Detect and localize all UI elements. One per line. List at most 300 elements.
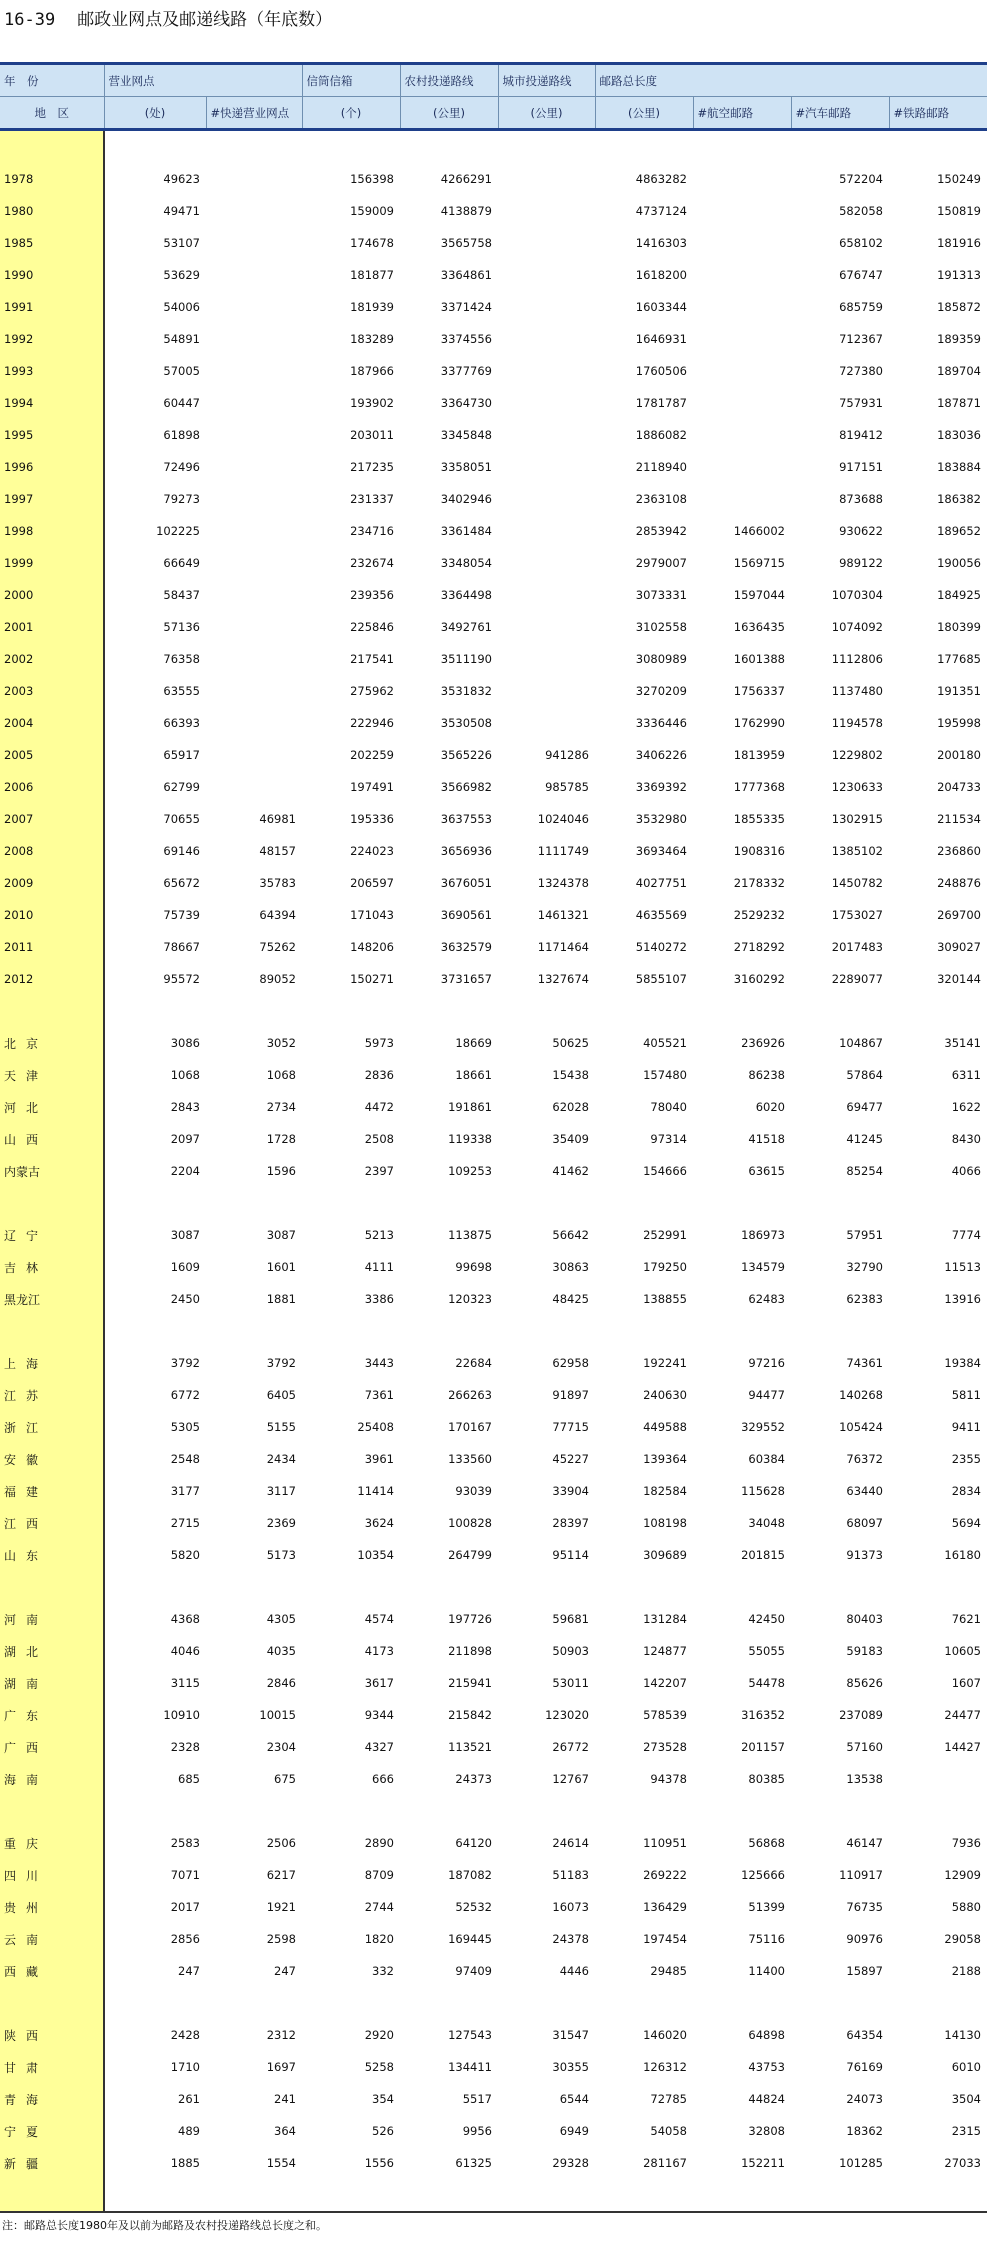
data-cell: 241 <box>274 2092 296 2106</box>
year-row <box>0 291 987 323</box>
data-cell: 57136 <box>163 620 200 634</box>
data-cell: 5517 <box>462 2092 492 2106</box>
data-cell: 142207 <box>643 1676 687 1690</box>
region-label: 四川 <box>0 1859 104 1891</box>
data-cell <box>206 739 302 771</box>
data-cell: 3348054 <box>440 556 492 570</box>
data-cell: 75116 <box>748 1932 785 1946</box>
spacer-cell <box>206 1187 302 1219</box>
data-cell: 1111749 <box>537 844 589 858</box>
data-cell: 54891 <box>163 332 200 346</box>
data-cell: 685759 <box>839 300 883 314</box>
year-label: 2002 <box>0 643 104 675</box>
data-cell: 1466002 <box>733 524 785 538</box>
header-cell: (公里) <box>595 97 693 130</box>
data-cell: 89052 <box>259 972 296 986</box>
data-cell: 4027751 <box>635 876 687 890</box>
spacer-cell <box>791 1187 889 1219</box>
data-cell: 35783 <box>259 876 296 890</box>
year-label: 2004 <box>0 707 104 739</box>
data-cell: 72496 <box>163 460 200 474</box>
data-cell: 76169 <box>846 2060 883 2074</box>
data-cell: 3371424 <box>440 300 492 314</box>
data-cell: 19384 <box>944 1356 981 1370</box>
data-cell: 332 <box>372 1964 394 1978</box>
spacer-cell <box>104 1315 206 1347</box>
data-cell: 2846 <box>266 1676 296 1690</box>
data-cell: 201157 <box>741 1740 785 1754</box>
data-cell: 24378 <box>552 1932 589 1946</box>
data-cell: 222946 <box>350 716 394 730</box>
data-cell: 5305 <box>170 1420 200 1434</box>
data-cell: 134579 <box>741 1260 785 1274</box>
data-cell: 5173 <box>266 1548 296 1562</box>
year-row <box>0 163 987 195</box>
data-cell: 3115 <box>170 1676 200 1690</box>
data-cell: 49471 <box>163 204 200 218</box>
data-cell: 217541 <box>350 652 394 666</box>
region-row <box>0 1923 987 1955</box>
data-cell: 14427 <box>944 1740 981 1754</box>
region-row <box>0 1027 987 1059</box>
data-cell <box>206 611 302 643</box>
region-label: 重庆 <box>0 1827 104 1859</box>
data-cell: 4737124 <box>635 204 687 218</box>
table-title: 邮政业网点及邮递线路（年底数） <box>77 10 333 30</box>
data-cell: 727380 <box>839 364 883 378</box>
region-row <box>0 2115 987 2147</box>
spacer-cell <box>302 1987 400 2019</box>
data-cell: 30355 <box>552 2060 589 2074</box>
data-cell: 3364730 <box>440 396 492 410</box>
data-cell: 1886082 <box>635 428 687 442</box>
data-cell: 2734 <box>266 1100 296 1114</box>
region-row <box>0 1859 987 1891</box>
spacer-cell <box>400 2179 498 2212</box>
year-row <box>0 259 987 291</box>
spacer-cell <box>791 1795 889 1827</box>
data-cell: 3386 <box>364 1292 394 1306</box>
data-cell: 70655 <box>163 812 200 826</box>
data-cell: 3402946 <box>440 492 492 506</box>
year-label: 1998 <box>0 515 104 547</box>
year-row <box>0 323 987 355</box>
year-label: 2006 <box>0 771 104 803</box>
data-cell <box>693 451 791 483</box>
year-row <box>0 515 987 547</box>
data-cell: 148206 <box>350 940 394 954</box>
year-label: 1995 <box>0 419 104 451</box>
data-cell: 2856 <box>170 1932 200 1946</box>
data-cell <box>693 483 791 515</box>
data-cell: 1230633 <box>831 780 883 794</box>
data-cell: 170167 <box>448 1420 492 1434</box>
region-row <box>0 1699 987 1731</box>
region-label: 上海 <box>0 1347 104 1379</box>
data-cell: 989122 <box>839 556 883 570</box>
data-cell: 3052 <box>266 1036 296 1050</box>
data-cell: 3443 <box>364 1356 394 1370</box>
data-cell <box>693 195 791 227</box>
data-cell: 72785 <box>650 2092 687 2106</box>
data-cell: 269222 <box>643 1868 687 1882</box>
spacer-cell <box>400 1315 498 1347</box>
spacer-cell <box>498 2179 595 2212</box>
data-cell: 34048 <box>748 1516 785 1530</box>
region-label: 浙江 <box>0 1411 104 1443</box>
data-cell: 6020 <box>755 1100 785 1114</box>
region-row <box>0 1475 987 1507</box>
data-cell: 62958 <box>552 1356 589 1370</box>
data-cell: 53629 <box>163 268 200 282</box>
data-cell: 2204 <box>170 1164 200 1178</box>
data-cell: 4635569 <box>635 908 687 922</box>
data-cell: 150819 <box>937 204 981 218</box>
region-row <box>0 1603 987 1635</box>
data-cell: 3086 <box>170 1036 200 1050</box>
data-cell <box>498 195 595 227</box>
data-cell: 2718292 <box>733 940 785 954</box>
year-row <box>0 643 987 675</box>
data-cell: 113521 <box>448 1740 492 1754</box>
data-cell: 239356 <box>350 588 394 602</box>
header-cell <box>693 64 791 97</box>
data-cell: 2548 <box>170 1452 200 1466</box>
data-cell: 197726 <box>448 1612 492 1626</box>
data-cell: 195336 <box>350 812 394 826</box>
data-cell: 1171464 <box>537 940 589 954</box>
spacer-cell <box>0 995 104 1027</box>
data-cell: 16180 <box>944 1548 981 1562</box>
data-cell: 10605 <box>944 1644 981 1658</box>
data-cell: 25408 <box>357 1420 394 1434</box>
data-cell: 3364498 <box>440 588 492 602</box>
data-cell <box>498 227 595 259</box>
data-cell: 3377769 <box>440 364 492 378</box>
region-row <box>0 1347 987 1379</box>
data-cell: 127543 <box>448 2028 492 2042</box>
data-cell: 5820 <box>170 1548 200 1562</box>
header-cell <box>791 64 889 97</box>
data-cell: 54006 <box>163 300 200 314</box>
data-cell: 1646931 <box>635 332 687 346</box>
data-cell: 119338 <box>448 1132 492 1146</box>
data-cell: 56642 <box>552 1228 589 1242</box>
spacer-row <box>0 1187 987 1219</box>
spacer-cell <box>693 1987 791 2019</box>
spacer-cell <box>693 995 791 1027</box>
data-cell: 3792 <box>266 1356 296 1370</box>
data-cell: 4368 <box>170 1612 200 1626</box>
data-cell <box>889 1763 987 1795</box>
data-cell: 6544 <box>559 2092 589 2106</box>
data-cell: 8709 <box>364 1868 394 1882</box>
data-cell: 236926 <box>741 1036 785 1050</box>
data-cell: 189652 <box>937 524 981 538</box>
year-row <box>0 899 987 931</box>
data-cell <box>498 163 595 195</box>
spacer-cell <box>0 1187 104 1219</box>
data-cell: 61325 <box>455 2156 492 2170</box>
data-cell: 95114 <box>552 1548 589 1562</box>
year-label: 1978 <box>0 163 104 195</box>
data-cell: 75739 <box>163 908 200 922</box>
data-cell: 3693464 <box>635 844 687 858</box>
data-cell <box>206 259 302 291</box>
data-cell: 572204 <box>839 172 883 186</box>
data-cell: 13538 <box>846 1772 883 1786</box>
data-cell <box>206 675 302 707</box>
data-cell: 211898 <box>448 1644 492 1658</box>
data-cell: 154666 <box>643 1164 687 1178</box>
data-cell: 1753027 <box>831 908 883 922</box>
spacer-cell <box>302 1571 400 1603</box>
spacer-cell <box>791 1571 889 1603</box>
data-cell: 125666 <box>741 1868 785 1882</box>
region-label: 广东 <box>0 1699 104 1731</box>
data-cell: 61898 <box>163 428 200 442</box>
data-cell: 110951 <box>643 1836 687 1850</box>
data-cell: 44824 <box>748 2092 785 2106</box>
data-cell: 100828 <box>448 1516 492 1530</box>
data-cell: 1618200 <box>635 268 687 282</box>
region-row <box>0 1731 987 1763</box>
data-cell <box>693 259 791 291</box>
spacer-cell <box>595 1987 693 2019</box>
data-cell: 77715 <box>552 1420 589 1434</box>
data-cell: 217235 <box>350 460 394 474</box>
data-cell: 183036 <box>937 428 981 442</box>
data-cell <box>498 483 595 515</box>
spacer-cell <box>791 995 889 1027</box>
spacer-cell <box>400 1571 498 1603</box>
data-cell: 4035 <box>266 1644 296 1658</box>
region-label: 新疆 <box>0 2147 104 2179</box>
data-cell: 5694 <box>951 1516 981 1530</box>
data-cell: 197491 <box>350 780 394 794</box>
region-row <box>0 1955 987 1987</box>
spacer-cell <box>104 1187 206 1219</box>
data-cell: 2583 <box>170 1836 200 1850</box>
spacer-cell <box>206 1315 302 1347</box>
data-cell: 5155 <box>266 1420 296 1434</box>
spacer-cell <box>889 130 987 164</box>
data-cell: 917151 <box>839 460 883 474</box>
data-cell: 140268 <box>839 1388 883 1402</box>
data-cell: 110917 <box>839 1868 883 1882</box>
spacer-cell <box>889 1187 987 1219</box>
spacer-cell <box>889 1571 987 1603</box>
data-cell: 364 <box>274 2124 296 2138</box>
data-cell: 190056 <box>937 556 981 570</box>
data-cell: 8430 <box>951 1132 981 1146</box>
data-cell <box>206 707 302 739</box>
data-cell: 264799 <box>448 1548 492 1562</box>
data-cell: 138855 <box>643 1292 687 1306</box>
data-cell: 91373 <box>846 1548 883 1562</box>
data-cell: 102225 <box>156 524 200 538</box>
data-cell <box>693 419 791 451</box>
data-cell: 64354 <box>846 2028 883 2042</box>
data-cell: 22684 <box>455 1356 492 1370</box>
data-cell: 1813959 <box>733 748 785 762</box>
data-cell: 95572 <box>163 972 200 986</box>
data-cell <box>498 323 595 355</box>
data-cell: 309027 <box>937 940 981 954</box>
footnote: 注：邮路总长度1980年及以前为邮路及农村投递路线总长度之和。 <box>2 2219 327 2232</box>
data-cell: 1416303 <box>635 236 687 250</box>
data-cell: 74361 <box>846 1356 883 1370</box>
data-cell: 329552 <box>741 1420 785 1434</box>
data-cell: 29058 <box>944 1932 981 1946</box>
header-cell: #快递营业网点 <box>206 97 302 130</box>
data-cell: 136429 <box>643 1900 687 1914</box>
year-label: 1992 <box>0 323 104 355</box>
year-label: 2001 <box>0 611 104 643</box>
data-cell: 46981 <box>259 812 296 826</box>
data-cell: 42450 <box>748 1612 785 1626</box>
data-cell: 3160292 <box>733 972 785 986</box>
header-cell: (公里) <box>498 97 595 130</box>
data-cell: 35409 <box>552 1132 589 1146</box>
region-row <box>0 1411 987 1443</box>
data-cell: 3087 <box>170 1228 200 1242</box>
year-label: 2011 <box>0 931 104 963</box>
data-cell: 184925 <box>937 588 981 602</box>
data-cell: 3565226 <box>440 748 492 762</box>
table-header <box>0 64 987 130</box>
data-cell: 104867 <box>839 1036 883 1050</box>
data-cell <box>693 323 791 355</box>
year-row <box>0 451 987 483</box>
data-cell: 269700 <box>937 908 981 922</box>
data-cell: 941286 <box>545 748 589 762</box>
data-cell: 187966 <box>350 364 394 378</box>
header-cell: 农村投递路线 <box>400 64 498 97</box>
data-cell: 1609 <box>170 1260 200 1274</box>
data-cell: 197454 <box>643 1932 687 1946</box>
data-cell: 187871 <box>937 396 981 410</box>
data-cell: 2843 <box>170 1100 200 1114</box>
spacer-cell <box>0 1795 104 1827</box>
spacer-cell <box>0 130 104 164</box>
region-label: 陕西 <box>0 2019 104 2051</box>
data-cell: 582058 <box>839 204 883 218</box>
header-cell: #铁路邮路 <box>889 97 987 130</box>
data-cell: 202259 <box>350 748 394 762</box>
data-cell: 3690561 <box>440 908 492 922</box>
data-cell: 57951 <box>846 1228 883 1242</box>
year-row <box>0 675 987 707</box>
data-cell: 7774 <box>951 1228 981 1242</box>
data-cell: 159009 <box>350 204 394 218</box>
year-row <box>0 611 987 643</box>
data-cell: 2920 <box>364 2028 394 2042</box>
data-cell: 3364861 <box>440 268 492 282</box>
region-label: 海南 <box>0 1763 104 1795</box>
table-number: 16-39 <box>4 10 56 30</box>
region-label: 江苏 <box>0 1379 104 1411</box>
data-cell: 183289 <box>350 332 394 346</box>
year-row <box>0 195 987 227</box>
data-cell: 232674 <box>350 556 394 570</box>
data-cell: 3624 <box>364 1516 394 1530</box>
data-cell: 1728 <box>266 1132 296 1146</box>
data-cell: 27033 <box>944 2156 981 2170</box>
data-cell: 133560 <box>448 1452 492 1466</box>
spacer-cell <box>595 995 693 1027</box>
data-cell: 18362 <box>846 2124 883 2138</box>
data-cell: 3117 <box>266 1484 296 1498</box>
data-cell: 3087 <box>266 1228 296 1242</box>
data-cell: 449588 <box>643 1420 687 1434</box>
spacer-cell <box>791 1315 889 1347</box>
data-cell: 31547 <box>552 2028 589 2042</box>
data-cell: 2178332 <box>733 876 785 890</box>
data-cell: 3676051 <box>440 876 492 890</box>
spacer-cell <box>104 1987 206 2019</box>
data-cell: 7621 <box>951 1612 981 1626</box>
spacer-cell <box>206 1571 302 1603</box>
data-cell: 1450782 <box>831 876 883 890</box>
data-cell: 2369 <box>266 1516 296 1530</box>
data-cell: 10015 <box>259 1708 296 1722</box>
data-cell: 3617 <box>364 1676 394 1690</box>
data-cell <box>498 547 595 579</box>
spacer-cell <box>400 1795 498 1827</box>
data-cell: 3530508 <box>440 716 492 730</box>
data-cell: 1327674 <box>537 972 589 986</box>
data-cell: 3731657 <box>440 972 492 986</box>
data-cell: 320144 <box>937 972 981 986</box>
data-cell: 1885 <box>170 2156 200 2170</box>
spacer-cell <box>302 995 400 1027</box>
data-cell: 9956 <box>462 2124 492 2138</box>
spacer-cell <box>498 1795 595 1827</box>
data-cell: 3406226 <box>635 748 687 762</box>
data-cell: 1385102 <box>831 844 883 858</box>
data-cell: 150249 <box>937 172 981 186</box>
data-cell: 10354 <box>357 1548 394 1562</box>
data-cell: 2097 <box>170 1132 200 1146</box>
data-cell: 2355 <box>951 1452 981 1466</box>
data-cell: 120323 <box>448 1292 492 1306</box>
spacer-cell <box>0 1315 104 1347</box>
data-cell: 12909 <box>944 1868 981 1882</box>
data-cell: 3177 <box>170 1484 200 1498</box>
data-cell <box>206 419 302 451</box>
data-cell: 33904 <box>552 1484 589 1498</box>
data-cell: 3637553 <box>440 812 492 826</box>
data-cell: 1112806 <box>831 652 883 666</box>
spacer-cell <box>206 995 302 1027</box>
header-cell: 邮路总长度 <box>595 64 693 97</box>
data-cell: 873688 <box>839 492 883 506</box>
data-cell: 1024046 <box>537 812 589 826</box>
data-cell: 7936 <box>951 1836 981 1850</box>
data-cell: 179250 <box>643 1260 687 1274</box>
spacer-row <box>0 1571 987 1603</box>
data-cell: 3632579 <box>440 940 492 954</box>
data-cell: 185872 <box>937 300 981 314</box>
data-cell: 237089 <box>839 1708 883 1722</box>
data-cell: 2397 <box>364 1164 394 1178</box>
data-cell: 24614 <box>552 1836 589 1850</box>
data-cell: 193902 <box>350 396 394 410</box>
data-cell: 93039 <box>455 1484 492 1498</box>
data-cell: 57005 <box>163 364 200 378</box>
year-label: 2008 <box>0 835 104 867</box>
